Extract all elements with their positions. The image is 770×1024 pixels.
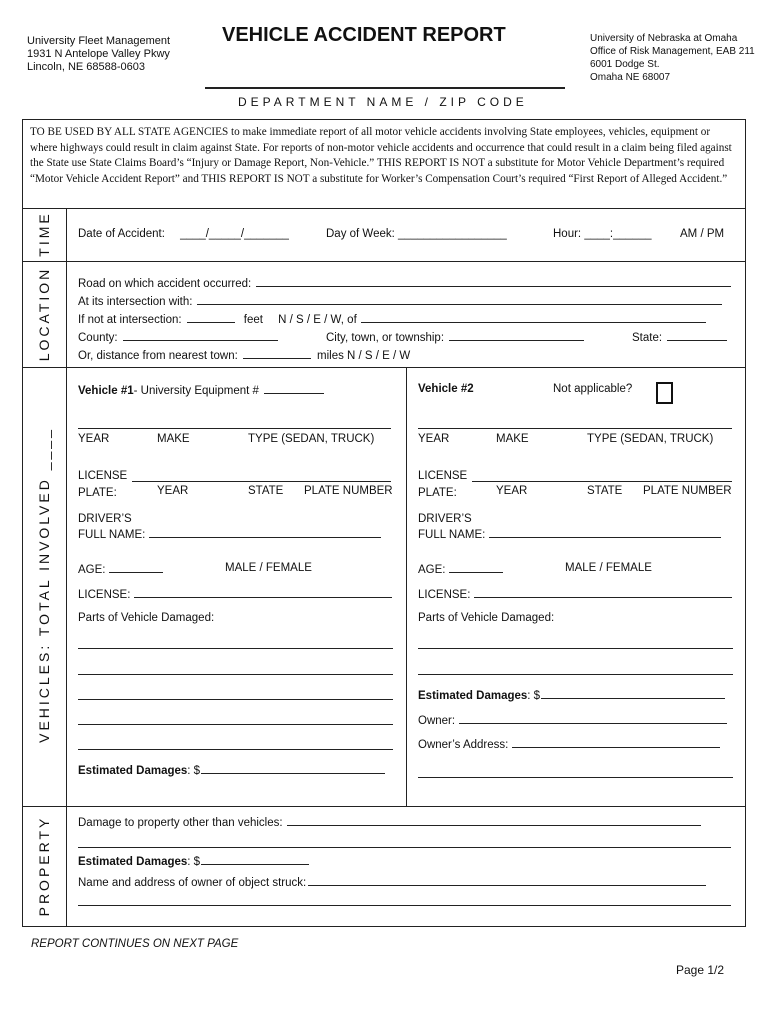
v2-license-field[interactable] bbox=[418, 587, 732, 601]
v1-license-field[interactable] bbox=[78, 587, 392, 601]
v1-vehicle-desc-line[interactable] bbox=[78, 428, 391, 429]
date-blank: ____/_____/_______ bbox=[180, 228, 289, 240]
property-owner-field[interactable] bbox=[78, 875, 706, 889]
intersection-label: At its intersection with: bbox=[78, 296, 193, 308]
distance-label: Or, distance from nearest town: bbox=[78, 350, 238, 362]
department-label: DEPARTMENT NAME / ZIP CODE bbox=[238, 95, 528, 109]
v1-estimated-damages-field[interactable] bbox=[78, 763, 385, 777]
date-label: Date of Accident: bbox=[78, 228, 165, 240]
road-field[interactable] bbox=[78, 276, 731, 290]
state-field[interactable] bbox=[632, 330, 727, 344]
v2-plate-line[interactable] bbox=[472, 481, 732, 482]
page-number: Page 1/2 bbox=[676, 963, 725, 977]
hour-field[interactable] bbox=[553, 228, 651, 240]
sender-line-1: University Fleet Management bbox=[27, 35, 171, 47]
recipient-line-3: 6001 Dodge St. bbox=[590, 59, 660, 70]
v1-age-field[interactable] bbox=[78, 562, 163, 576]
direction-label: N / S / E / W, of bbox=[278, 314, 357, 326]
v1-license-plate-label bbox=[78, 468, 127, 502]
sender-address bbox=[27, 35, 170, 74]
v1-damage-line-5[interactable] bbox=[78, 749, 393, 750]
vehicle-column-divider bbox=[406, 367, 407, 806]
v1-license-label: LICENSE: bbox=[78, 589, 131, 601]
v1-full-name-label: FULL NAME: bbox=[78, 529, 146, 541]
v1-year-label: YEAR bbox=[78, 433, 110, 445]
v2-full-name-label: FULL NAME: bbox=[418, 529, 486, 541]
divider-vehicles bbox=[22, 806, 746, 807]
v1-age-label: AGE: bbox=[78, 564, 106, 576]
location-side-label: LOCATION bbox=[36, 266, 52, 362]
v2-age-label: AGE: bbox=[418, 564, 446, 576]
v2-est-label: Estimated Damages bbox=[418, 690, 528, 702]
v1-est-label: Estimated Damages bbox=[78, 765, 188, 777]
v1-license-word: LICENSE bbox=[78, 470, 128, 482]
v2-owner-field[interactable] bbox=[418, 713, 727, 727]
intersection-field[interactable] bbox=[78, 294, 722, 308]
state-label: State: bbox=[632, 332, 663, 344]
v1-sex-choice[interactable]: MALE / FEMALE bbox=[225, 562, 312, 574]
v2-owner-address-field[interactable] bbox=[418, 737, 720, 751]
v2-license-word: LICENSE bbox=[418, 470, 468, 482]
v2-driver-name-field[interactable] bbox=[418, 511, 721, 543]
side-column-divider bbox=[66, 208, 67, 927]
v2-sex-choice[interactable]: MALE / FEMALE bbox=[565, 562, 652, 574]
v2-make-label: MAKE bbox=[496, 433, 529, 445]
am-pm-choice[interactable]: AM / PM bbox=[680, 228, 725, 240]
vehicle-2-title: Vehicle #2 bbox=[418, 383, 474, 395]
v1-driver-name-field[interactable] bbox=[78, 511, 381, 543]
date-of-accident-field[interactable] bbox=[78, 228, 289, 240]
dow-label: Day of Week: bbox=[326, 228, 395, 240]
v1-drivers-label: DRIVER’S bbox=[78, 513, 132, 525]
not-applicable-label: Not applicable? bbox=[553, 383, 633, 395]
distance-field[interactable] bbox=[78, 348, 410, 362]
vehicle-1-header bbox=[78, 383, 324, 397]
v2-owner-label: Owner: bbox=[418, 715, 456, 727]
miles-direction-label: miles N / S / E / W bbox=[317, 350, 411, 362]
county-label: County: bbox=[78, 332, 118, 344]
recipient-line-4: Omaha NE 68007 bbox=[590, 72, 671, 83]
city-label: City, town, or township: bbox=[326, 332, 445, 344]
v1-damage-line-1[interactable] bbox=[78, 648, 393, 649]
university-equipment-label: - University Equipment # bbox=[133, 385, 259, 397]
v2-plate-state-label: STATE bbox=[587, 485, 623, 497]
v2-plate-year-label: YEAR bbox=[496, 485, 528, 497]
v2-dollar: : $ bbox=[527, 690, 541, 702]
sender-line-2: 1931 N Antelope Valley Pkwy bbox=[27, 48, 170, 60]
v2-damage-line-2[interactable] bbox=[418, 674, 733, 675]
v1-plate-word: PLATE: bbox=[78, 487, 117, 499]
dow-blank: _________________ bbox=[398, 228, 507, 240]
v1-dollar: : $ bbox=[187, 765, 201, 777]
v2-year-label: YEAR bbox=[418, 433, 450, 445]
divider-location bbox=[22, 367, 746, 368]
v1-plate-number-label: PLATE NUMBER bbox=[304, 485, 393, 497]
property-owner-line-2[interactable] bbox=[78, 905, 731, 906]
v2-plate-number-label: PLATE NUMBER bbox=[643, 485, 732, 497]
hour-blank: ____:______ bbox=[584, 228, 652, 240]
recipient-line-2: Office of Risk Management, EAB 211 bbox=[590, 46, 755, 57]
v2-parts-damaged-label: Parts of Vehicle Damaged: bbox=[418, 612, 555, 624]
property-damage-label: Damage to property other than vehicles: bbox=[78, 817, 283, 829]
property-estimated-damages-field[interactable] bbox=[78, 854, 309, 868]
hour-label: Hour: bbox=[553, 228, 582, 240]
v1-damage-line-3[interactable] bbox=[78, 699, 393, 700]
not-applicable-checkbox[interactable] bbox=[656, 382, 673, 404]
v2-license-plate-label bbox=[418, 468, 467, 502]
equipment-number-input[interactable] bbox=[264, 383, 324, 394]
v2-vehicle-desc-line[interactable] bbox=[418, 428, 732, 429]
v1-damage-line-4[interactable] bbox=[78, 724, 393, 725]
if-not-intersection-field[interactable] bbox=[78, 312, 706, 326]
page-title: VEHICLE ACCIDENT REPORT bbox=[222, 24, 506, 46]
v2-age-field[interactable] bbox=[418, 562, 503, 576]
vehicles-side-label: VEHICLES: TOTAL INVOLVED ____ bbox=[36, 427, 52, 743]
v1-plate-state-label: STATE bbox=[248, 485, 284, 497]
sender-line-3: Lincoln, NE 68588-0603 bbox=[27, 61, 146, 73]
property-dollar: : $ bbox=[187, 856, 201, 868]
divider-time bbox=[22, 261, 746, 262]
divider-notice bbox=[22, 208, 746, 209]
v1-plate-year-label: YEAR bbox=[157, 485, 189, 497]
day-of-week-field[interactable] bbox=[326, 228, 507, 240]
v2-plate-word: PLATE: bbox=[418, 487, 457, 499]
v1-damage-line-2[interactable] bbox=[78, 674, 393, 675]
property-damage-field[interactable] bbox=[78, 815, 701, 829]
time-side-label: TIME bbox=[36, 211, 52, 257]
recipient-line-1: University of Nebraska at Omaha bbox=[590, 33, 738, 44]
v1-plate-line[interactable] bbox=[132, 481, 391, 482]
v1-type-label: TYPE (SEDAN, TRUCK) bbox=[248, 433, 375, 445]
v2-type-label: TYPE (SEDAN, TRUCK) bbox=[587, 433, 714, 445]
v2-owner-address-label: Owner’s Address: bbox=[418, 739, 509, 751]
department-input-line[interactable] bbox=[205, 87, 565, 89]
road-label: Road on which accident occurred: bbox=[78, 278, 252, 290]
property-side-label: PROPERTY bbox=[36, 815, 52, 917]
v1-parts-damaged-label: Parts of Vehicle Damaged: bbox=[78, 612, 215, 624]
property-damage-line-2[interactable] bbox=[78, 847, 731, 848]
feet-label: feet bbox=[243, 314, 263, 326]
county-field[interactable] bbox=[78, 330, 278, 344]
property-owner-label: Name and address of owner of object struck: bbox=[78, 877, 307, 889]
notice-text: TO BE USED BY ALL STATE AGENCIES to make immediate report of all motor vehicle accidents involving State employees, vehicles, equipment or where highways could result in claim against State. For reports of non-motor vehicle accidents and occurrence that could result in a claim being filed against the State use State Claims Board’s “Injury or Damage Report, Non-Vehicle.” THIS REPORT IS NOT a substitute for Motor Vehicle Department’s required “Motor Vehicle Accident Report” and THIS REPORT IS NOT a substitute for Worker’s Compensation Court’s required “First Report of Alleged Accident.” bbox=[30, 126, 732, 185]
v1-make-label: MAKE bbox=[157, 433, 190, 445]
report-continues-note: REPORT CONTINUES ON NEXT PAGE bbox=[31, 938, 239, 950]
recipient-address bbox=[590, 32, 755, 84]
city-field[interactable] bbox=[326, 330, 584, 344]
v2-owner-address-line-2[interactable] bbox=[418, 777, 733, 778]
v2-license-label: LICENSE: bbox=[418, 589, 471, 601]
property-est-label: Estimated Damages bbox=[78, 856, 188, 868]
v2-drivers-label: DRIVER’S bbox=[418, 513, 472, 525]
v2-damage-line-1[interactable] bbox=[418, 648, 733, 649]
v2-estimated-damages-field[interactable] bbox=[418, 688, 725, 702]
vehicle-1-title: Vehicle #1 bbox=[78, 385, 134, 397]
if-not-label: If not at intersection: bbox=[78, 314, 182, 326]
